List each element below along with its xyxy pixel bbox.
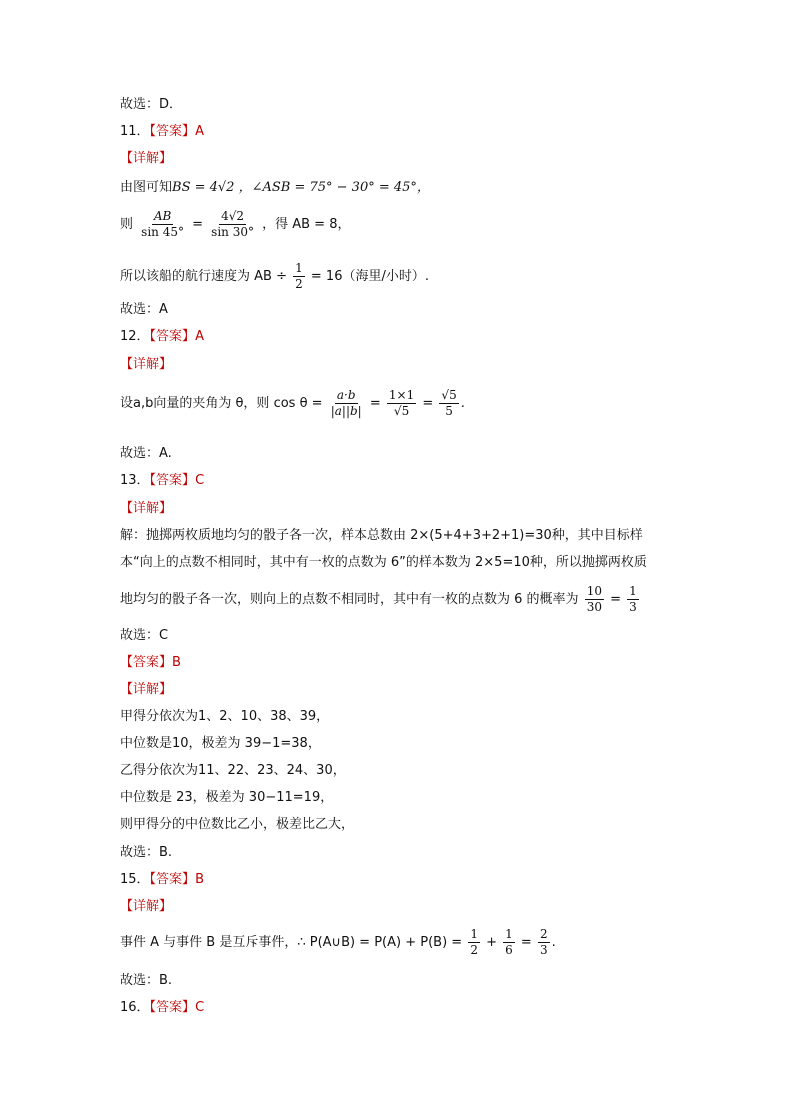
q12-answer-line bbox=[120, 327, 204, 347]
q12-detail-tag: 【详解】 bbox=[120, 357, 173, 372]
q14-answer-line bbox=[120, 653, 181, 673]
q13-line-b: 本“向上的点数不相同时，其中有一枚的点数为 6”的样本数为 2×5=10种，所以抛掷两枚质 bbox=[120, 555, 647, 570]
frac-den: 6 bbox=[505, 943, 513, 957]
q11-text-c-post: = 16（海里/小时）. bbox=[310, 269, 429, 284]
q13-answer-line bbox=[120, 471, 204, 491]
q12-answer: A bbox=[195, 329, 204, 344]
frac-num: 1 bbox=[295, 261, 303, 275]
q15-number: 15． bbox=[120, 872, 150, 887]
q14-line-d: 中位数是 23，极差为 30−11=19， bbox=[120, 790, 334, 805]
frac-den: sin 30° bbox=[211, 225, 254, 239]
frac-den: sin 45° bbox=[141, 225, 184, 239]
q13-choose: 故选：C bbox=[120, 628, 169, 643]
q14-line-c: 乙得分依次为11、22、23、24、30， bbox=[120, 763, 346, 778]
q14-line-a: 甲得分依次为1、2、10、38、39， bbox=[120, 709, 330, 724]
q11-text-b: 则 bbox=[120, 217, 134, 232]
frac-den: 2 bbox=[295, 277, 303, 291]
q11-text-b-post: ，得 AB = 8， bbox=[262, 217, 351, 232]
q13-number: 13． bbox=[120, 473, 150, 488]
q11-text-a: 由图可知 bbox=[120, 180, 173, 195]
q13-line-c: 地均匀的骰子各一次，则向上的点数不相同时，其中有一枚的点数为 6 的概率为 $\frac{10}{30}$ = $\frac{1}{3}$ bbox=[120, 584, 637, 614]
q11-line-a bbox=[120, 178, 430, 198]
frac-den: 5 bbox=[445, 404, 453, 418]
q15-choose: 故选：B. bbox=[120, 973, 173, 988]
q11-fraction-3 bbox=[293, 261, 305, 292]
q12-line-a: 设a,b向量的夹角为 θ，则 cos θ = $\frac{a\cdot b}{|a||b|}$ = $\frac{1\times 1}{√5}$ = $\frac{√5}{5}$ . bbox=[120, 388, 465, 418]
frac-num: AB bbox=[153, 209, 172, 223]
q12-fraction-2 bbox=[387, 388, 416, 419]
q14-line-e: 则甲得分的中位数比乙小，极差比乙大， bbox=[120, 817, 355, 832]
q14-choose: 故选：B. bbox=[120, 845, 173, 860]
answer-tag: 【答案】 bbox=[149, 329, 196, 344]
q13-text-c: 地均匀的骰子各一次，则向上的点数不相同时，其中有一枚的点数为 6 的概率为 bbox=[120, 592, 579, 607]
q11-line-b: 则 $\frac{AB}{\sin 45^\circ}$ = $\frac{4√2}{\sin 30^\circ}$ ，得 AB = 8， bbox=[120, 209, 351, 239]
q11-line-c bbox=[120, 260, 429, 294]
q11-detail-tag: 【详解】 bbox=[120, 151, 173, 166]
answer-tag: 【答案】 bbox=[149, 1000, 196, 1015]
frac-num: 1 bbox=[629, 584, 637, 598]
q12-fraction-1 bbox=[329, 388, 364, 419]
answer-tag: 【答案】 bbox=[149, 124, 196, 139]
q14-detail-tag: 【详解】 bbox=[120, 682, 173, 697]
frac-den: 3 bbox=[539, 943, 548, 957]
q11-answer-line bbox=[120, 122, 204, 142]
frac-den: 30 bbox=[586, 600, 602, 614]
q16-answer: C bbox=[195, 1000, 205, 1015]
answer-tag: 【答案】 bbox=[149, 473, 196, 488]
answer-tag: 【答案】 bbox=[120, 655, 173, 670]
q15-fraction-1 bbox=[468, 927, 480, 958]
frac-num: a·b bbox=[336, 388, 356, 402]
q16-number: 16． bbox=[120, 1000, 150, 1015]
frac-num: 1 bbox=[470, 927, 478, 941]
q11-number: 11． bbox=[120, 124, 150, 139]
line-choose-d: 故选：D． bbox=[120, 97, 183, 112]
q11-math-a: BS = 4√2 ，∠ASB = 75° − 30° = 45°， bbox=[172, 180, 430, 195]
frac-den: 3 bbox=[629, 600, 637, 614]
q14-line-b: 中位数是10，极差为 39−1=38， bbox=[120, 736, 321, 751]
q15-fraction-3 bbox=[538, 927, 550, 958]
q13-answer: C bbox=[195, 473, 205, 488]
q14-answer: B bbox=[172, 655, 181, 670]
q13-fraction-2 bbox=[627, 584, 639, 615]
q15-detail-tag: 【详解】 bbox=[120, 899, 173, 914]
q12-fraction-3 bbox=[439, 388, 458, 419]
q15-text-a: 事件 A 与事件 B 是互斥事件，∴ P(A∪B) = P(A) + P(B) = bbox=[120, 935, 463, 950]
q12-text-a: 设a,b向量的夹角为 θ，则 cos θ = bbox=[120, 396, 323, 411]
q13-line-a: 解：抛掷两枚质地均匀的骰子各一次，样本总数由 2×(5+4+3+2+1)=30种，其中目标样 bbox=[120, 528, 643, 543]
q11-answer: A bbox=[195, 124, 204, 139]
q11-fraction-1 bbox=[139, 209, 186, 240]
q15-line-a: 事件 A 与事件 B 是互斥事件，∴ P(A∪B) = P(A) + P(B) = $\frac{1}{2}$ + $\frac{1}{6}$ = $\frac{2}{3}$ . bbox=[120, 927, 556, 957]
q12-choose: 故选：A. bbox=[120, 446, 172, 461]
frac-num: √5 bbox=[441, 388, 457, 402]
q15-answer: B bbox=[195, 872, 204, 887]
frac-den: 2 bbox=[470, 943, 478, 957]
q15-fraction-2 bbox=[503, 927, 515, 958]
q15-answer-line bbox=[120, 870, 204, 890]
q11-choose: 故选：A bbox=[120, 302, 168, 317]
frac-num: 10 bbox=[586, 584, 602, 598]
frac-num: 2 bbox=[539, 927, 548, 941]
q13-fraction-1 bbox=[585, 584, 604, 615]
q11-fraction-2 bbox=[209, 209, 256, 240]
frac-num: 4√2 bbox=[221, 209, 245, 223]
q11-text-c: 所以该船的航行速度为 AB ÷ bbox=[120, 269, 287, 284]
q13-detail-tag: 【详解】 bbox=[120, 501, 173, 516]
frac-num: 1 bbox=[505, 927, 513, 941]
q16-answer-line bbox=[120, 998, 204, 1018]
q12-number: 12． bbox=[120, 329, 150, 344]
answer-tag: 【答案】 bbox=[149, 872, 196, 887]
frac-den: √5 bbox=[393, 404, 410, 418]
frac-den: |a||b| bbox=[330, 404, 362, 418]
frac-num: 1×1 bbox=[388, 388, 415, 402]
